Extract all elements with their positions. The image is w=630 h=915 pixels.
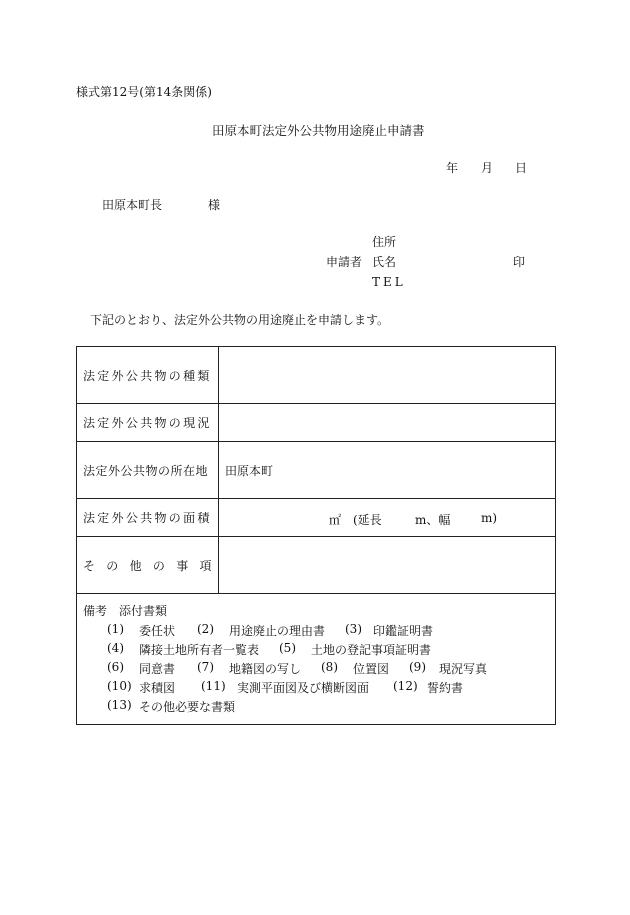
- note-number: (12): [393, 679, 418, 693]
- area-width-label: m、幅: [415, 512, 451, 527]
- form-number: 様式第12号(第14条関係): [76, 85, 212, 99]
- seal-label: 印: [513, 255, 526, 269]
- note-number: (3): [345, 622, 362, 636]
- row-label-text: [83, 509, 218, 526]
- note-number: (5): [279, 641, 296, 655]
- row-value-location: 田原本町: [219, 442, 556, 499]
- note-number: (2): [197, 622, 214, 636]
- table-row: [77, 442, 556, 499]
- label-char: 法: [83, 368, 96, 383]
- note-number: (10): [107, 679, 132, 693]
- note-text: 実測平面図及び横断図面: [237, 681, 370, 695]
- note-number: (11): [201, 679, 226, 693]
- table-row: [77, 404, 556, 442]
- row-label-text: 法定外公共物の所在地: [83, 463, 209, 478]
- table-row: [77, 499, 556, 537]
- label-char: 共: [140, 368, 153, 383]
- label-char: 定: [97, 416, 110, 430]
- area-fields: [219, 500, 555, 536]
- label-char: 公: [125, 511, 139, 525]
- row-label: [77, 499, 219, 537]
- label-char: 共: [140, 511, 153, 525]
- addressee-honorific: 様: [208, 198, 221, 212]
- application-table: [76, 346, 556, 725]
- note-number: (1): [107, 622, 124, 636]
- row-label-text: [83, 557, 218, 574]
- label-char: 物: [154, 511, 167, 525]
- label-char: 類: [197, 368, 210, 383]
- note-number: (8): [321, 660, 338, 674]
- label-char: 物: [154, 368, 167, 383]
- date-month: 月: [481, 161, 494, 175]
- notes-cell: [77, 594, 556, 725]
- note-text: 印鑑証明書: [373, 624, 434, 638]
- label-char: 物: [154, 416, 167, 430]
- row-label: [77, 404, 219, 442]
- row-label: [77, 347, 219, 404]
- addressee: 田原本町長: [102, 198, 163, 212]
- label-char: 公: [125, 416, 139, 430]
- label-char: 面: [183, 511, 196, 525]
- label-char: 況: [197, 416, 210, 430]
- note-text: 土地の登記事項証明書: [311, 643, 432, 657]
- label-char: の: [106, 558, 119, 573]
- row-label-text: [83, 414, 218, 431]
- date-year: 年: [446, 161, 459, 175]
- label-char: 外: [111, 416, 125, 430]
- label-char: 積: [197, 511, 210, 525]
- document-title: 田原本町法定外公共物用途廃止申請書: [212, 123, 425, 138]
- label-char: の: [168, 511, 182, 525]
- applicant-address-label: 住所: [372, 235, 397, 249]
- label-char: 外: [111, 511, 125, 525]
- row-label: [77, 442, 219, 499]
- date-day: 日: [515, 161, 528, 175]
- note-number: (9): [409, 660, 426, 674]
- label-char: 定: [97, 368, 110, 383]
- row-value: [219, 404, 556, 442]
- applicant-tel-label: TEL: [372, 275, 406, 289]
- note-number: (6): [107, 660, 124, 674]
- label-char: 法: [83, 416, 96, 430]
- note-text: 誓約書: [427, 681, 464, 695]
- label-char: そ: [83, 558, 96, 573]
- note-number: (13): [107, 698, 132, 712]
- applicant-label: 申請者: [326, 255, 363, 269]
- note-text: その他必要な書類: [139, 700, 236, 714]
- label-char: 種: [183, 368, 196, 383]
- label-char: の: [152, 558, 166, 573]
- area-extension-label: (延長: [353, 512, 382, 527]
- label-char: 共: [140, 416, 153, 430]
- row-value: [219, 347, 556, 404]
- note-text: 同意書: [139, 662, 176, 676]
- note-text: 地籍図の写し: [229, 662, 302, 676]
- label-char: 現: [183, 416, 196, 430]
- label-char: 公: [125, 368, 139, 383]
- notes-row: [77, 594, 556, 725]
- label-char: 他: [129, 558, 143, 573]
- row-value-area: [219, 499, 556, 537]
- label-char: 定: [97, 511, 110, 525]
- note-text: 位置図: [353, 662, 390, 676]
- note-text: 用途廃止の理由書: [229, 624, 326, 638]
- row-label: [77, 537, 219, 594]
- note-text: 委任状: [139, 624, 176, 638]
- label-char: の: [168, 416, 182, 430]
- note-number: (4): [107, 641, 124, 655]
- label-char: 事: [176, 558, 189, 573]
- area-unit: ㎡: [329, 512, 342, 527]
- note-text: 求積図: [139, 681, 176, 695]
- table-row: [77, 347, 556, 404]
- note-text: 隣接土地所有者一覧表: [139, 643, 260, 657]
- note-text: 現況写真: [439, 662, 488, 676]
- intro-text: 下記のとおり、法定外公共物の用途廃止を申請します。: [90, 313, 390, 327]
- label-char: の: [168, 368, 182, 383]
- note-number: (7): [197, 660, 214, 674]
- label-char: 法: [83, 511, 96, 525]
- notes-title: 備考 添付書類: [83, 604, 168, 618]
- row-label-text: [83, 367, 218, 384]
- label-char: 外: [111, 368, 125, 383]
- applicant-name-label: 氏名: [372, 255, 397, 269]
- area-width-suffix: m): [481, 510, 498, 525]
- table-row: [77, 537, 556, 594]
- label-char: 項: [199, 558, 212, 573]
- row-value: [219, 537, 556, 594]
